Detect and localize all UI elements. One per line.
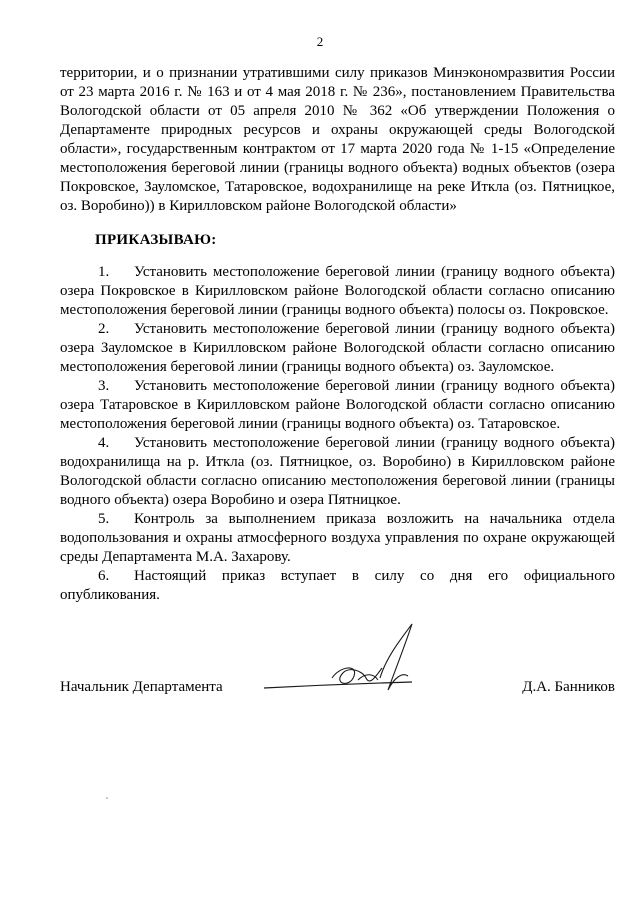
clause-number: 2. — [98, 321, 110, 337]
clause-number: 6. — [98, 568, 110, 584]
clause-number: 3. — [98, 378, 110, 394]
clause-5 — [60, 510, 615, 567]
clause-text: Настоящий приказ вступает в силу со дня его официального опубликования. — [60, 568, 615, 603]
clause-number: 4. — [98, 435, 110, 451]
order-clauses — [60, 263, 615, 605]
signature-block — [60, 679, 615, 703]
clause-4 — [60, 434, 615, 510]
clause-number: 5. — [98, 511, 110, 527]
clause-text: Установить местоположение береговой линии (границу водного объекта) озера Зауломское в Кирилловском районе Вологодской области согласно описанию местоположения береговой линии (границы водного объекта) оз. Зауломское. — [60, 321, 615, 375]
order-heading: ПРИКАЗЫВАЮ: — [95, 232, 217, 248]
clause-text: Установить местоположение береговой линии (границу водного объекта) водохранилища на р. Иткла (оз. Пятницкое, оз. Воробино) в Кирилловском районе Вологодской области согласно описанию местоположения береговой линии (границы водного объекта) озера Воробино и озера Пятницкое. — [60, 435, 615, 508]
scan-speck — [106, 797, 108, 799]
page-number: 2 — [316, 34, 324, 49]
clause-text: Установить местоположение береговой линии (границу водного объекта) озера Покровское в Кирилловском районе Вологодской области согласно описанию местоположения береговой линии (границы водного объекта) полосы оз. Покровское. — [60, 264, 615, 318]
clause-1 — [60, 263, 615, 320]
signatory-name: Д.А. Банников — [522, 679, 615, 695]
clause-6 — [60, 567, 615, 605]
clause-number: 1. — [98, 264, 110, 280]
clause-text: Контроль за выполнением приказа возложить на начальника отдела водопользования и охраны атмосферного воздуха управления по охране окружающей среды Департамента М.А. Захарову. — [60, 511, 615, 565]
signatory-title: Начальник Департамента — [60, 679, 223, 695]
clause-3 — [60, 377, 615, 434]
clause-2 — [60, 320, 615, 377]
intro-paragraph: территории, и о признании утратившими силу приказов Минэкономразвития России от 23 марта 2016 г. № 163 и от 4 мая 2018 г. № 236», постановлением Правительства Вологодской области от 05 апреля 2010 № 362 «Об утверждении Положения о Департаменте природных ресурсов и охраны окружающей среды Вологодской области», государственным контрактом от 17 марта 2020 года № 1-15 «Определение местоположения береговой линии (границы водного объекта) водных объектов (озера Покровское, Зауломское, Татаровское, водохранилище на реке Иткла (оз. Пятницкое, оз. Воробино)) в Кирилловском районе Вологодской области» — [60, 65, 615, 214]
clause-text: Установить местоположение береговой линии (границу водного объекта) озера Татаровское в Кирилловском районе Вологодской области согласно описанию местоположения береговой линии (границы водного объекта) оз. Татаровское. — [60, 378, 615, 432]
